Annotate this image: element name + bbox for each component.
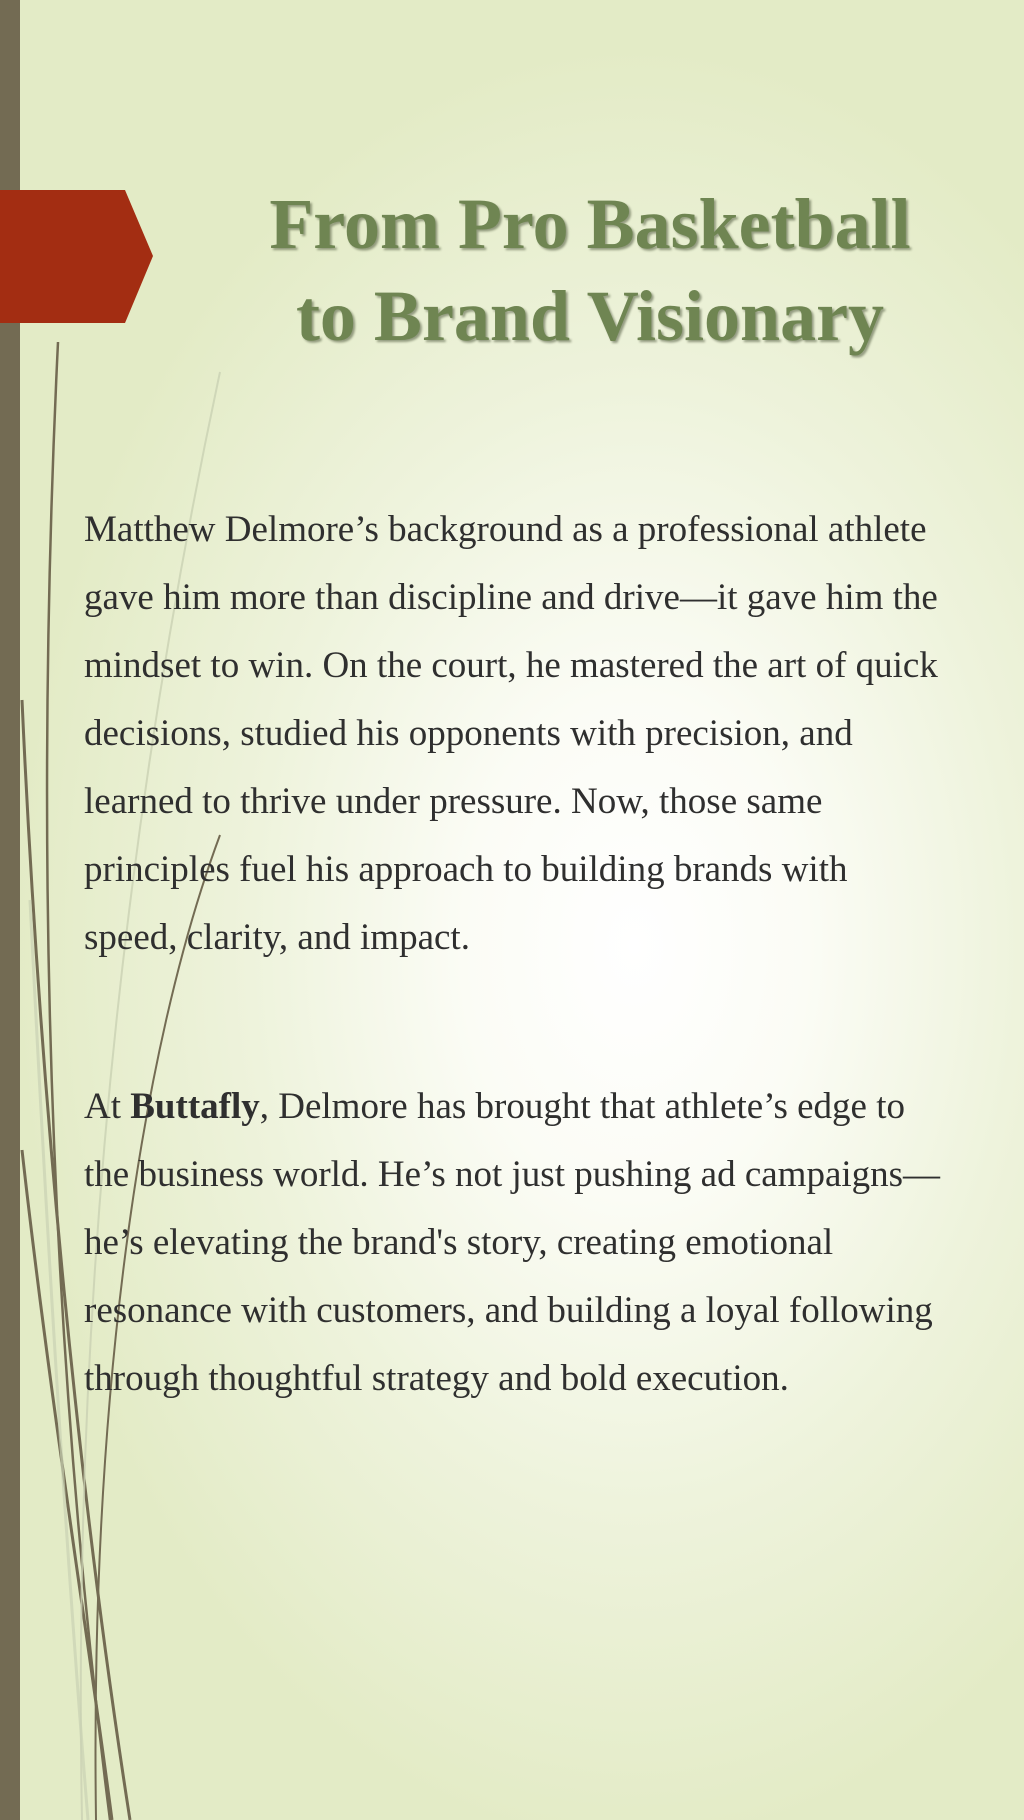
paragraph2-lead: At bbox=[84, 1086, 131, 1127]
paragraph-buttafly bbox=[84, 1073, 944, 1413]
paragraph-background: Matthew Delmore’s background as a professional athlete gave him more than discipline and drive—it gave him the mindset to win. On the court, he mastered the art of quick decisions, studied his opponents with precision, and learned to thrive under pressure. Now, those same principles fuel his approach to building brands with speed, clarity, and impact. bbox=[84, 509, 938, 958]
title-line-2: to Brand Visionary bbox=[295, 276, 885, 356]
brand-name: Buttafly bbox=[130, 1086, 260, 1127]
paragraph2-rest: , Delmore has brought that athlete’s edge to the business world. He’s not just pushing ad campaigns—he’s elevating the brand's story, creating emotional resonance with customers, and building a loyal following through thoughtful strategy and bold execution. bbox=[84, 1086, 941, 1399]
red-arrow-tab bbox=[0, 190, 153, 323]
page-title bbox=[220, 178, 960, 362]
title-line-1: From Pro Basketball bbox=[269, 184, 911, 264]
